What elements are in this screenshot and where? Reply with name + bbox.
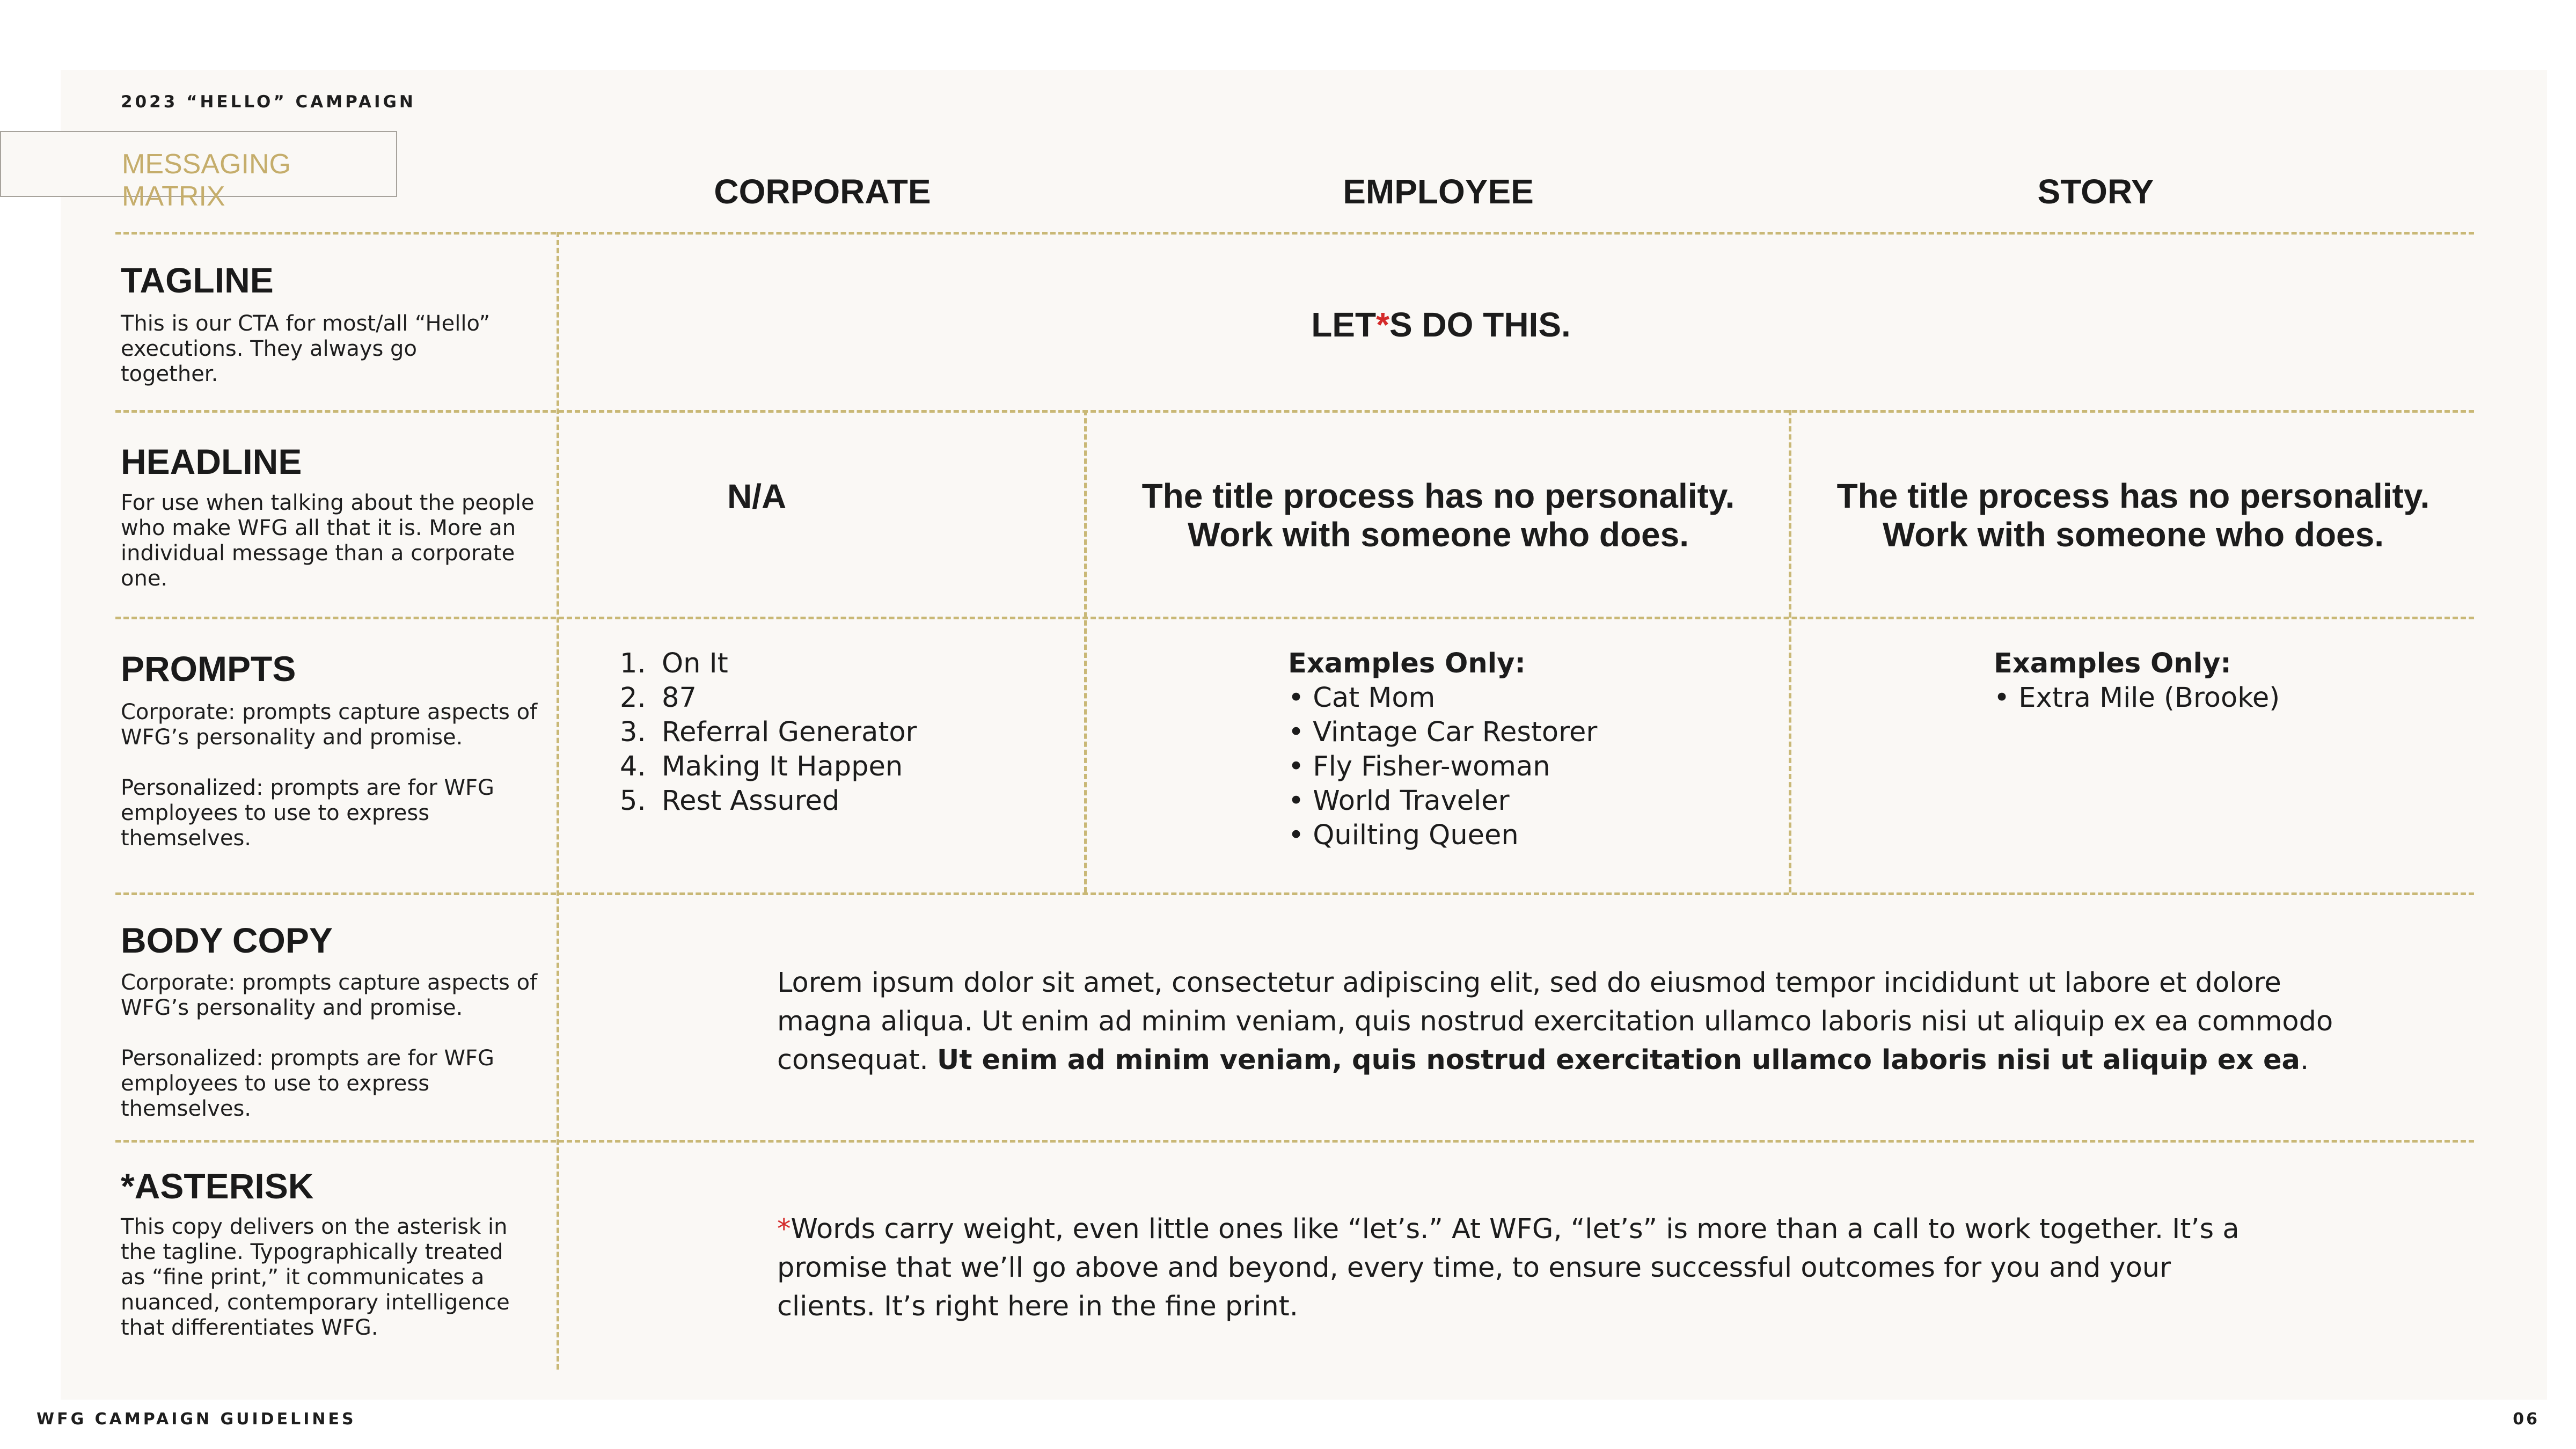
row-description-headline: For use when talking about the people who make WFG all that it is. More an individual message than a corporate one. (121, 491, 535, 591)
asterisk-copy-text (777, 1210, 2258, 1326)
asterisk-mark: * (777, 1213, 791, 1245)
body-copy-bold: Ut enim ad minim veniam, quis nostrud exercitation ullamco laboris nisi ut aliquip ex ea (936, 1044, 2300, 1076)
tagline-asterisk: * (1376, 305, 1389, 344)
list-item (620, 784, 917, 818)
row-divider (115, 1140, 2474, 1143)
campaign-eyebrow: 2023 “HELLO” CAMPAIGN (121, 92, 416, 112)
prompts-story-list (1994, 647, 2280, 715)
row-description-tagline: This is our CTA for most/all “Hello” executions. They always go together. (121, 311, 491, 386)
prompts-corporate-list (620, 647, 917, 818)
footer-title: WFG CAMPAIGN GUIDELINES (36, 1410, 356, 1429)
body-copy-end: . (2300, 1044, 2309, 1076)
examples-heading: Examples Only: (1288, 648, 1526, 679)
headline-story: The title process has no personality. Work with someone who does. (1836, 477, 2430, 554)
list-number: 4. (620, 751, 646, 782)
list-number: 2. (620, 682, 646, 714)
label-column-divider (557, 232, 559, 1370)
list-item: • Extra Mile (Brooke) (1994, 682, 2280, 714)
body-copy-text (777, 964, 2376, 1080)
headline-corporate: N/A (727, 477, 787, 516)
list-text: Making It Happen (662, 751, 903, 782)
asterisk-copy: Words carry weight, even little ones like “let’s.” At WFG, “let’s” is more than a call to work together. It’s a promise that we’ll go above and beyond, every time, to ensure successful outcomes for you and your clients. It’s right here in the fine print. (777, 1213, 2240, 1322)
row-title-asterisk: *ASTERISK (121, 1166, 314, 1206)
prompts-employee-list (1288, 647, 1597, 853)
list-item (620, 681, 917, 715)
messaging-matrix-tag (0, 131, 397, 212)
list-text: Referral Generator (662, 716, 917, 748)
row-title-body-copy: BODY COPY (121, 920, 333, 960)
column-header-employee: EMPLOYEE (1343, 172, 1534, 211)
row-description-body-copy: Corporate: prompts capture aspects of WFG’s personality and promise. Personalized: prompts are for WFG employees to use to express themselves. (121, 970, 538, 1121)
list-item: • Cat Mom (1288, 682, 1436, 714)
row-divider (115, 232, 2474, 235)
list-item (620, 647, 917, 681)
list-item (620, 750, 917, 784)
list-number: 1. (620, 648, 646, 679)
row-divider (115, 892, 2474, 895)
list-text: Rest Assured (662, 785, 840, 817)
row-description-asterisk: This copy delivers on the asterisk in the tagline. Typographically treated as “fine print,” it communicates a nuanced, contemporary intelligence that differentiates WFG. (121, 1214, 510, 1340)
tagline-part: LET (1311, 305, 1377, 344)
examples-heading: Examples Only: (1994, 648, 2231, 679)
list-item: • Vintage Car Restorer (1288, 716, 1598, 748)
page-number: 06 (2513, 1410, 2540, 1429)
list-number: 5. (620, 785, 646, 817)
column-header-corporate: CORPORATE (714, 172, 931, 211)
row-description-prompts: Corporate: prompts capture aspects of WFG’s personality and promise. Personalized: prompts are for WFG employees to use to express themselves. (121, 700, 538, 851)
list-item: • World Traveler (1288, 785, 1510, 817)
list-text: On It (662, 648, 728, 679)
tagline-part: S DO THIS. (1389, 305, 1571, 344)
row-title-tagline: TAGLINE (121, 260, 274, 300)
list-text: 87 (662, 682, 697, 714)
messaging-matrix-label: MESSAGING MATRIX (122, 149, 291, 212)
column-header-story: STORY (2037, 172, 2154, 211)
tagline-text (558, 305, 2324, 345)
list-item (620, 715, 917, 750)
list-number: 3. (620, 716, 646, 748)
list-item: • Fly Fisher-woman (1288, 751, 1550, 782)
row-title-headline: HEADLINE (121, 442, 302, 481)
list-item: • Quilting Queen (1288, 819, 1519, 851)
body-copy-regular: Lorem ipsum dolor sit amet, consectetur adipiscing elit, sed do eiusmod tempor incididunt ut labore et dolore magna aliqua. Ut enim ad minim veniam, quis nostrud exercitation ullamco laboris nisi ut aliquip ex ea commodo consequat. (777, 967, 2333, 1076)
row-divider (115, 410, 2474, 413)
row-title-prompts: PROMPTS (121, 649, 296, 689)
row-divider (115, 617, 2474, 619)
headline-employee: The title process has no personality. Work with someone who does. (1141, 477, 1735, 554)
